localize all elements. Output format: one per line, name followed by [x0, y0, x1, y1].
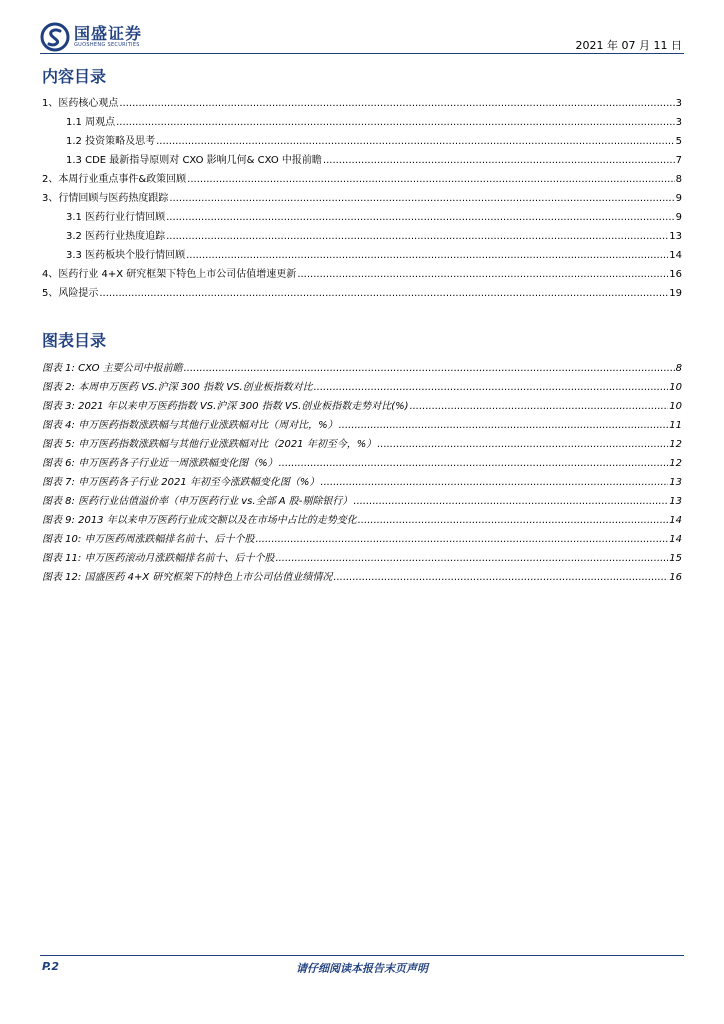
figure-entry-label: 图表 11: 申万医药滚动月涨跌幅排名前十、后十个股 [42, 553, 275, 564]
figure-entry-label: 图表 9: 2013 年以来申万医药行业成交额以及在市场中占比的走势变化 [42, 515, 357, 526]
toc-entry-label: 1.2 投资策略及思考 [66, 136, 156, 147]
figure-entry-page: 15 [669, 553, 682, 564]
figure-entry-page: 11 [669, 420, 682, 431]
toc-title: 内容目录 [42, 67, 107, 86]
dot-leader [255, 530, 668, 549]
figures-title: 图表目录 [42, 331, 107, 350]
toc-entry[interactable] [42, 94, 682, 113]
figure-entry-label: 图表 8: 医药行业估值溢价率（申万医药行业 vs.全部 A 股-剔除银行） [42, 496, 353, 507]
toc-entry-page: 3 [675, 117, 682, 128]
report-date: 2021 年 07 月 11 日 [575, 39, 682, 52]
toc-entry[interactable] [42, 170, 682, 189]
toc-entry-label: 1.3 CDE 最新指导原则对 CXO 影响几何& CXO 中报前瞻 [66, 155, 322, 166]
toc-entry-page: 16 [669, 269, 682, 280]
toc-entry-label: 1、医药核心观点 [42, 98, 119, 109]
dot-leader [166, 227, 668, 246]
figure-entry-page: 14 [669, 534, 682, 545]
toc-entry-label: 5、风险提示 [42, 288, 99, 299]
dot-leader [339, 416, 669, 435]
dot-leader [333, 568, 668, 587]
figure-entry-page: 10 [669, 401, 682, 412]
figure-entry-label: 图表 4: 申万医药指数涨跌幅与其他行业涨跌幅对比（周对比，%） [42, 420, 338, 431]
figure-entry-label: 图表 5: 申万医药指数涨跌幅与其他行业涨跌幅对比（2021 年初至今，%） [42, 439, 377, 450]
dot-leader [297, 265, 668, 284]
figure-entry-label: 图表 3: 2021 年以来申万医药指数 VS.沪深 300 指数 VS.创业板指数走势对比(%) [42, 401, 409, 412]
figure-entry-page: 12 [669, 458, 682, 469]
figure-entry-label: 图表 10: 申万医药周涨跌幅排名前十、后十个股 [42, 534, 255, 545]
figure-entry-page: 12 [669, 439, 682, 450]
dot-leader [275, 549, 668, 568]
figure-entry[interactable] [42, 454, 682, 473]
toc-entry-page: 8 [675, 174, 682, 185]
figure-entry[interactable] [42, 435, 682, 454]
footer-divider [40, 955, 684, 956]
toc-entry-label: 3.2 医药行业热度追踪 [66, 231, 166, 242]
toc-entry[interactable] [66, 113, 682, 132]
dot-leader [314, 378, 669, 397]
toc-entry-page: 9 [675, 212, 682, 223]
toc-entry[interactable] [42, 265, 682, 284]
toc-entry-label: 2、本周行业重点事件&政策回顾 [42, 174, 187, 185]
figure-entry-page: 10 [669, 382, 682, 393]
figure-entry[interactable] [42, 378, 682, 397]
logo-emblem-icon [40, 22, 70, 52]
figure-entry-label: 图表 12: 国盛医药 4+X 研究框架下的特色上市公司估值业绩情况 [42, 572, 333, 583]
figure-entry-page: 8 [675, 363, 682, 374]
dot-leader [186, 246, 668, 265]
figure-entry-label: 图表 1: CXO 主要公司中报前瞻 [42, 363, 183, 374]
toc-entry-label: 4、医药行业 4+X 研究框架下特色上市公司估值增速更新 [42, 269, 297, 280]
logo-text: 国盛证券 [74, 24, 143, 43]
toc-entry[interactable] [66, 246, 682, 265]
footer-disclaimer: 请仔细阅读本报告末页声明 [296, 962, 428, 975]
toc-entry[interactable] [66, 208, 682, 227]
figure-entry[interactable] [42, 549, 682, 568]
dot-leader [353, 492, 668, 511]
figure-entry-page: 14 [669, 515, 682, 526]
dot-leader [377, 435, 668, 454]
page-number: P.2 [42, 960, 60, 973]
dot-leader [410, 397, 669, 416]
figure-entry[interactable] [42, 511, 682, 530]
dot-leader [279, 454, 669, 473]
dot-leader [184, 359, 675, 378]
dot-leader [116, 113, 675, 132]
dot-leader [156, 132, 675, 151]
figure-entry[interactable] [42, 473, 682, 492]
dot-leader [358, 511, 669, 530]
figure-entry[interactable] [42, 397, 682, 416]
toc-entry-page: 14 [669, 250, 682, 261]
figure-entry-page: 13 [669, 477, 682, 488]
toc-entry[interactable] [66, 151, 682, 170]
figure-entry-label: 图表 7: 申万医药各子行业 2021 年初至今涨跌幅变化图（%） [42, 477, 320, 488]
toc-entry-page: 13 [669, 231, 682, 242]
figure-entry[interactable] [42, 492, 682, 511]
figure-entry[interactable] [42, 568, 682, 587]
dot-leader [323, 151, 675, 170]
figure-entry-page: 16 [669, 572, 682, 583]
toc-entry[interactable] [66, 132, 682, 151]
dot-leader [166, 208, 675, 227]
toc-entry-label: 3.1 医药行业行情回顾 [66, 212, 166, 223]
figure-entry-page: 13 [669, 496, 682, 507]
logo-subtext: GUOSHENG SECURITIES [74, 42, 140, 48]
dot-leader [320, 473, 668, 492]
figure-entry[interactable] [42, 530, 682, 549]
dot-leader [99, 284, 668, 303]
dot-leader [187, 170, 674, 189]
figure-entry-label: 图表 2: 本周申万医药 VS.沪深 300 指数 VS.创业板指数对比 [42, 382, 313, 393]
toc-entry-page: 9 [675, 193, 682, 204]
header-divider [40, 53, 684, 54]
figure-entry[interactable] [42, 359, 682, 378]
toc-entry-label: 1.1 周观点 [66, 117, 116, 128]
toc-entry[interactable] [42, 189, 682, 208]
dot-leader [119, 94, 674, 113]
dot-leader [169, 189, 674, 208]
figure-entry[interactable] [42, 416, 682, 435]
toc-entry-label: 3、行情回顾与医药热度跟踪 [42, 193, 169, 204]
figure-entry-label: 图表 6: 申万医药各子行业近一周涨跌幅变化图（%） [42, 458, 278, 469]
toc-entry-page: 3 [675, 98, 682, 109]
company-logo [40, 22, 142, 52]
toc-entry[interactable] [66, 227, 682, 246]
toc-entry[interactable] [42, 284, 682, 303]
toc-entry-label: 3.3 医药板块个股行情回顾 [66, 250, 186, 261]
toc-entry-page: 19 [669, 288, 682, 299]
toc-entry-page: 7 [675, 155, 682, 166]
toc-entry-page: 5 [675, 136, 682, 147]
